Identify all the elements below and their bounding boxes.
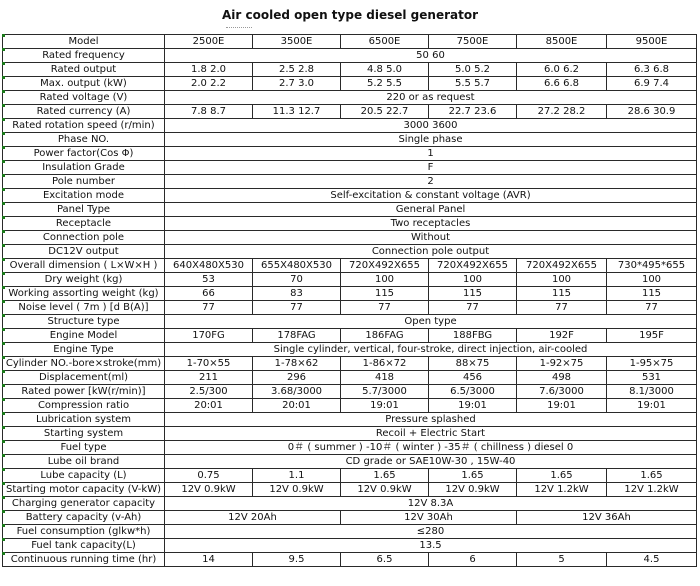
row-value: 28.6 30.9 [607, 105, 697, 119]
row-marker [2, 202, 5, 205]
row-value: 6.3 6.8 [607, 63, 697, 77]
header-model-1: 2500E [165, 35, 253, 49]
row-value: 12V 0.9kW [341, 483, 429, 497]
row-label: Excitation mode [3, 189, 165, 203]
row-value: 456 [429, 371, 517, 385]
row-label: Phase NO. [3, 133, 165, 147]
table-row [3, 385, 697, 399]
row-marker [2, 62, 5, 65]
table-row [3, 273, 697, 287]
header-model-2: 3500E [253, 35, 341, 49]
row-value-shared: Recoil + Electric Start [165, 427, 697, 441]
row-label: Displacement(ml) [3, 371, 165, 385]
row-label: Structure type [3, 315, 165, 329]
row-value: 655X480X530 [253, 259, 341, 273]
table-row [3, 259, 697, 273]
row-marker [2, 300, 5, 303]
row-value: 9.5 [253, 553, 341, 567]
row-value: 19:01 [607, 399, 697, 413]
table-row [3, 203, 697, 217]
row-label: Fuel type [3, 441, 165, 455]
row-label: Rated power [kW(r/min)] [3, 385, 165, 399]
row-marker [2, 370, 5, 373]
row-value: 188FBG [429, 329, 517, 343]
row-value: 77 [429, 301, 517, 315]
row-label: Rated rotation speed (r/min) [3, 119, 165, 133]
row-marker [2, 272, 5, 275]
row-value: 720X492X655 [341, 259, 429, 273]
row-label: Engine Type [3, 343, 165, 357]
row-marker [2, 188, 5, 191]
row-value: 2.5/300 [165, 385, 253, 399]
spec-table [2, 34, 697, 567]
row-marker [2, 118, 5, 121]
row-value: 170FG [165, 329, 253, 343]
row-marker [2, 230, 5, 233]
row-value: 100 [429, 273, 517, 287]
row-value-shared: 13.5 [165, 539, 697, 553]
title-underline [226, 27, 252, 29]
row-value: 1-92×75 [517, 357, 607, 371]
row-value-shared: Single cylinder, vertical, four-stroke, direct injection, air-cooled [165, 343, 697, 357]
table-row [3, 441, 697, 455]
row-label: Charging generator capacity [3, 497, 165, 511]
row-label: Rated output [3, 63, 165, 77]
header-model-3: 6500E [341, 35, 429, 49]
row-marker [2, 398, 5, 401]
table-row [3, 301, 697, 315]
row-label: Connection pole [3, 231, 165, 245]
table-row [3, 105, 697, 119]
row-marker [2, 510, 5, 513]
row-value: 12V 0.9kW [165, 483, 253, 497]
row-label: DC12V output [3, 245, 165, 259]
row-label: Max. output (kW) [3, 77, 165, 91]
table-row [3, 539, 697, 553]
table-row [3, 511, 697, 525]
header-row [3, 35, 697, 49]
row-value: 1-86×72 [341, 357, 429, 371]
row-label: Insulation Grade [3, 161, 165, 175]
row-value-shared: Two receptacles [165, 217, 697, 231]
row-marker [2, 356, 5, 359]
row-value-shared: 220 or as request [165, 91, 697, 105]
table-row [3, 469, 697, 483]
row-value: 5.0 5.2 [429, 63, 517, 77]
row-value: 1.65 [429, 469, 517, 483]
row-value: 27.2 28.2 [517, 105, 607, 119]
row-value: 296 [253, 371, 341, 385]
row-value: 640X480X530 [165, 259, 253, 273]
row-label: Battery capacity (v-Ah) [3, 511, 165, 525]
row-value: 20.5 22.7 [341, 105, 429, 119]
row-label: Receptacle [3, 217, 165, 231]
row-value: 730*495*655 [607, 259, 697, 273]
row-value-shared: CD grade or SAE10W-30 , 15W-40 [165, 455, 697, 469]
row-value-shared: 12V 8.3A [165, 497, 697, 511]
row-marker [2, 258, 5, 261]
row-value-shared: F [165, 161, 697, 175]
row-value-shared: Self-excitation & constant voltage (AVR) [165, 189, 697, 203]
row-value-shared: Single phase [165, 133, 697, 147]
row-label: Overall dimension ( L×W×H ) [3, 259, 165, 273]
row-marker [2, 314, 5, 317]
row-value: 2.7 3.0 [253, 77, 341, 91]
row-value: 115 [341, 287, 429, 301]
row-label: Rated frequency [3, 49, 165, 63]
header-model-label: Model [3, 35, 165, 49]
row-marker [2, 160, 5, 163]
table-row [3, 77, 697, 91]
row-value-group: 12V 30Ah [341, 511, 517, 525]
row-label: Fuel tank capacity(L) [3, 539, 165, 553]
row-value: 4.8 5.0 [341, 63, 429, 77]
row-value: 12V 0.9kW [253, 483, 341, 497]
row-value: 2.5 2.8 [253, 63, 341, 77]
row-value: 1-95×75 [607, 357, 697, 371]
row-value: 70 [253, 273, 341, 287]
row-value: 5.2 5.5 [341, 77, 429, 91]
row-value-group: 12V 36Ah [517, 511, 697, 525]
table-row [3, 175, 697, 189]
row-label: Lube capacity (L) [3, 469, 165, 483]
row-label: Starting system [3, 427, 165, 441]
row-value: 66 [165, 287, 253, 301]
row-value: 20:01 [165, 399, 253, 413]
row-value: 88×75 [429, 357, 517, 371]
row-value: 192F [517, 329, 607, 343]
table-row [3, 231, 697, 245]
row-value: 211 [165, 371, 253, 385]
row-marker [2, 538, 5, 541]
table-row [3, 427, 697, 441]
row-value-shared: Open type [165, 315, 697, 329]
row-marker [2, 216, 5, 219]
row-label: Lube oil brand [3, 455, 165, 469]
row-marker [2, 454, 5, 457]
row-marker [2, 440, 5, 443]
row-marker [2, 90, 5, 93]
row-label: Continuous running time (hr) [3, 553, 165, 567]
row-value: 115 [429, 287, 517, 301]
row-label: Compression ratio [3, 399, 165, 413]
table-row [3, 133, 697, 147]
row-value: 6.5/3000 [429, 385, 517, 399]
row-label: Starting motor capacity (V-kW) [3, 483, 165, 497]
table-row [3, 553, 697, 567]
table-row [3, 329, 697, 343]
table-row [3, 91, 697, 105]
row-label: Rated voltage (V) [3, 91, 165, 105]
row-marker [2, 552, 5, 555]
row-value: 7.8 8.7 [165, 105, 253, 119]
row-marker [2, 328, 5, 331]
table-row [3, 371, 697, 385]
header-model-6: 9500E [607, 35, 697, 49]
row-value: 418 [341, 371, 429, 385]
row-marker [2, 468, 5, 471]
header-model-4: 7500E [429, 35, 517, 49]
row-value: 53 [165, 273, 253, 287]
row-marker [2, 146, 5, 149]
row-value: 1.8 2.0 [165, 63, 253, 77]
row-marker [2, 524, 5, 527]
table-row [3, 245, 697, 259]
table-row [3, 49, 697, 63]
row-label: Power factor(Cos Φ) [3, 147, 165, 161]
row-value: 531 [607, 371, 697, 385]
row-value-shared: 1 [165, 147, 697, 161]
row-value: 2.0 2.2 [165, 77, 253, 91]
header-model-5: 8500E [517, 35, 607, 49]
row-value: 77 [341, 301, 429, 315]
row-marker [2, 426, 5, 429]
row-value: 100 [517, 273, 607, 287]
row-marker [2, 132, 5, 135]
row-value-group: 12V 20Ah [165, 511, 341, 525]
table-row [3, 455, 697, 469]
row-value: 3.68/3000 [253, 385, 341, 399]
row-value: 6.6 6.8 [517, 77, 607, 91]
row-value: 100 [341, 273, 429, 287]
table-row [3, 483, 697, 497]
row-value: 12V 1.2kW [517, 483, 607, 497]
row-value: 12V 1.2kW [607, 483, 697, 497]
row-value-shared: General Panel [165, 203, 697, 217]
row-marker [2, 174, 5, 177]
row-value: 77 [165, 301, 253, 315]
row-value: 1-78×62 [253, 357, 341, 371]
row-value: 77 [607, 301, 697, 315]
table-row [3, 357, 697, 371]
row-label: Fuel consumption (glkw*h) [3, 525, 165, 539]
row-value: 1.65 [341, 469, 429, 483]
row-value: 77 [517, 301, 607, 315]
row-value-shared: Connection pole output [165, 245, 697, 259]
row-value: 19:01 [429, 399, 517, 413]
table-row [3, 189, 697, 203]
row-value-shared: 50 60 [165, 49, 697, 63]
row-value: 720X492X655 [517, 259, 607, 273]
row-value-shared: Pressure splashed [165, 413, 697, 427]
row-value: 19:01 [341, 399, 429, 413]
row-value: 11.3 12.7 [253, 105, 341, 119]
row-marker [2, 244, 5, 247]
row-label: Dry weight (kg) [3, 273, 165, 287]
row-marker [2, 104, 5, 107]
row-marker [2, 342, 5, 345]
table-row [3, 161, 697, 175]
row-value: 1.65 [517, 469, 607, 483]
table-row [3, 315, 697, 329]
table-row [3, 217, 697, 231]
table-row [3, 63, 697, 77]
row-value: 19:01 [517, 399, 607, 413]
row-value: 1.65 [607, 469, 697, 483]
row-value-shared: 3000 3600 [165, 119, 697, 133]
row-value: 195F [607, 329, 697, 343]
row-marker [2, 412, 5, 415]
row-marker [2, 286, 5, 289]
row-value: 6.9 7.4 [607, 77, 697, 91]
table-row [3, 147, 697, 161]
row-value: 12V 0.9kW [429, 483, 517, 497]
row-value: 5 [517, 553, 607, 567]
table-row [3, 525, 697, 539]
row-value: 77 [253, 301, 341, 315]
row-value: 720X492X655 [429, 259, 517, 273]
row-label: Pole number [3, 175, 165, 189]
row-value: 5.5 5.7 [429, 77, 517, 91]
row-label: Rated currency (A) [3, 105, 165, 119]
row-value: 498 [517, 371, 607, 385]
row-value: 115 [517, 287, 607, 301]
row-label: Working assorting weight (kg) [3, 287, 165, 301]
row-value: 115 [607, 287, 697, 301]
row-label: Noise level ( 7m ) [d B(A)] [3, 301, 165, 315]
row-value: 83 [253, 287, 341, 301]
row-marker [2, 384, 5, 387]
table-row [3, 287, 697, 301]
row-value: 6.0 6.2 [517, 63, 607, 77]
table-row [3, 413, 697, 427]
table-row [3, 399, 697, 413]
row-value: 4.5 [607, 553, 697, 567]
row-value: 5.7/3000 [341, 385, 429, 399]
row-value: 6.5 [341, 553, 429, 567]
row-marker [2, 34, 5, 37]
table-row [3, 497, 697, 511]
row-value: 7.6/3000 [517, 385, 607, 399]
row-value: 0.75 [165, 469, 253, 483]
row-value: 14 [165, 553, 253, 567]
row-value-shared: 2 [165, 175, 697, 189]
row-label: Engine Model [3, 329, 165, 343]
row-value: 1.1 [253, 469, 341, 483]
row-value: 186FAG [341, 329, 429, 343]
row-marker [2, 76, 5, 79]
row-value: 20:01 [253, 399, 341, 413]
page-title: Air cooled open type diesel generator [221, 8, 478, 22]
row-value: 100 [607, 273, 697, 287]
row-value-shared: 0＃ ( summer ) -10＃ ( winter ) -35＃ ( chillness ) diesel 0 [165, 441, 697, 455]
table-row [3, 343, 697, 357]
table-row [3, 119, 697, 133]
row-value-shared: Without [165, 231, 697, 245]
row-value: 6 [429, 553, 517, 567]
row-label: Cylinder NO.-bore×stroke(mm) [3, 357, 165, 371]
row-marker [2, 48, 5, 51]
row-value: 1-70×55 [165, 357, 253, 371]
row-marker [2, 496, 5, 499]
row-marker [2, 482, 5, 485]
row-value: 22.7 23.6 [429, 105, 517, 119]
row-value: 8.1/3000 [607, 385, 697, 399]
row-value: 178FAG [253, 329, 341, 343]
row-label: Lubrication system [3, 413, 165, 427]
row-label: Panel Type [3, 203, 165, 217]
row-value-shared: ≤280 [165, 525, 697, 539]
